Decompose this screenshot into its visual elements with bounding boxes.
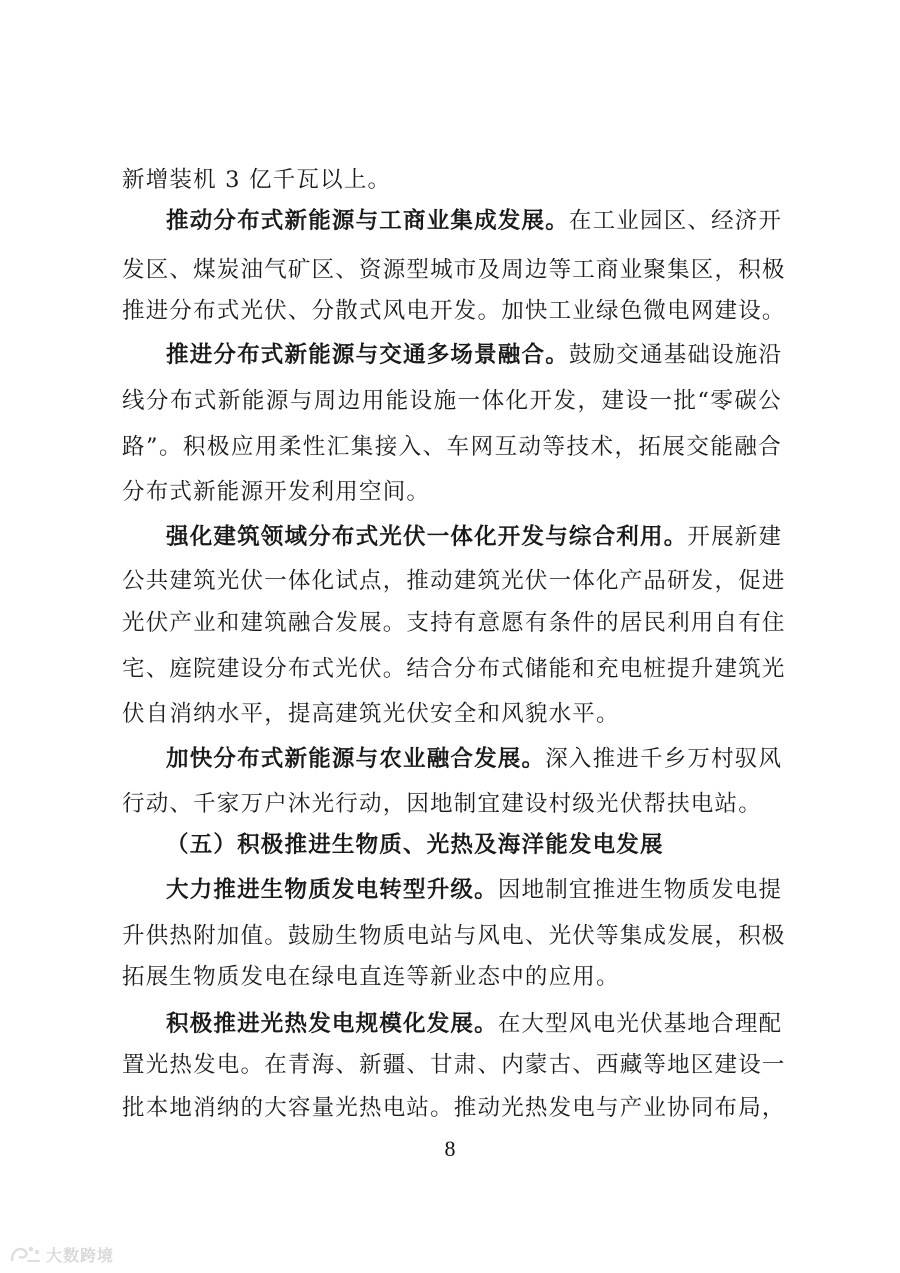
paragraph-line [166, 206, 782, 236]
line-text: 开展新建 [687, 524, 783, 550]
paragraph-line [122, 566, 786, 596]
line-text: 批本地消纳的大容量光热电站。推动光热发电与产业协同布局， [122, 1095, 786, 1121]
paragraph-line [122, 165, 782, 195]
paragraph-line [166, 522, 782, 552]
paragraph-line [122, 699, 782, 729]
paragraph-line [122, 386, 782, 416]
line-text: 在工业园区、经济开 [568, 208, 783, 234]
watermark [8, 1241, 114, 1267]
paragraph-line [122, 789, 782, 819]
paragraph-line [122, 432, 782, 462]
paragraph-line [122, 1050, 786, 1080]
paragraph-heading: 积极推进光热发电规模化发展。 [166, 1011, 498, 1037]
line-text: 置光热发电。在青海、新疆、甘肃、内蒙古、西藏等地区建设一 [122, 1052, 786, 1078]
paragraph-line [166, 1009, 782, 1039]
line-text: 路”。积极应用柔性汇集接入、车网互动等技术，拓展交能融合 [122, 434, 782, 460]
line-text: 光伏产业和建筑融合发展。支持有意愿有条件的居民利用自有住 [122, 610, 786, 636]
brand-logo-icon [8, 1243, 42, 1265]
paragraph-line [122, 296, 786, 326]
line-text: 分布式新能源开发利用空间。 [122, 479, 431, 505]
paragraph-heading: 强化建筑领域分布式光伏一体化开发与综合利用。 [166, 524, 688, 550]
line-text: 发区、煤炭油气矿区、资源型城市及周边等工商业聚集区，积极 [122, 257, 786, 283]
paragraph-heading: 加快分布式新能源与农业融合发展。 [166, 746, 546, 772]
paragraph-line [122, 255, 786, 285]
section-heading [166, 830, 782, 860]
line-text: 公共建筑光伏一体化试点，推动建筑光伏一体化产品研发，促进 [122, 568, 786, 594]
paragraph-line [122, 921, 786, 951]
paragraph-line [122, 608, 786, 638]
paragraph-line [122, 654, 786, 684]
paragraph-line [166, 744, 782, 774]
line-text: 线分布式新能源与周边用能设施一体化开发，建设一批“零碳公 [122, 388, 782, 414]
line-text: 行动、千家万户沐光行动，因地制宜建设村级光伏帮扶电站。 [122, 791, 762, 817]
line-text: 拓展生物质发电在绿电直连等新业态中的应用。 [122, 964, 620, 990]
line-text: 深入推进千乡万村驭风 [545, 746, 783, 772]
line-text: 推进分布式光伏、分散式风电开发。加快工业绿色微电网建设。 [122, 298, 786, 324]
line-text: 因地制宜推进生物质发电提 [497, 877, 783, 903]
paragraph-line [122, 477, 782, 507]
watermark-text: 大数跨境 [46, 1245, 115, 1265]
paragraph-heading: 推动分布式新能源与工商业集成发展。 [166, 208, 569, 234]
paragraph-line [122, 1093, 786, 1123]
paragraph-line [122, 962, 782, 992]
line-text: 鼓励交通基础设施沿 [568, 342, 783, 368]
paragraph-heading: 推进分布式新能源与交通多场景融合。 [166, 342, 569, 368]
line-text: 升供热附加值。鼓励生物质电站与风电、光伏等集成发展，积极 [122, 923, 786, 949]
line-text: 新增装机 3 亿千瓦以上。 [122, 167, 392, 193]
line-text: 伏自消纳水平，提高建筑光伏安全和风貌水平。 [122, 701, 620, 727]
page-number: 8 [444, 1136, 456, 1161]
paragraph-line [166, 875, 782, 905]
section-heading-text: （五）积极推进生物质、光热及海洋能发电发展 [166, 832, 664, 858]
paragraph-line [166, 340, 782, 370]
line-text: 宅、庭院建设分布式光伏。结合分布式储能和充电桩提升建筑光 [122, 656, 786, 682]
line-text: 在大型风电光伏基地合理配 [497, 1011, 783, 1037]
paragraph-heading: 大力推进生物质发电转型升级。 [166, 877, 498, 903]
